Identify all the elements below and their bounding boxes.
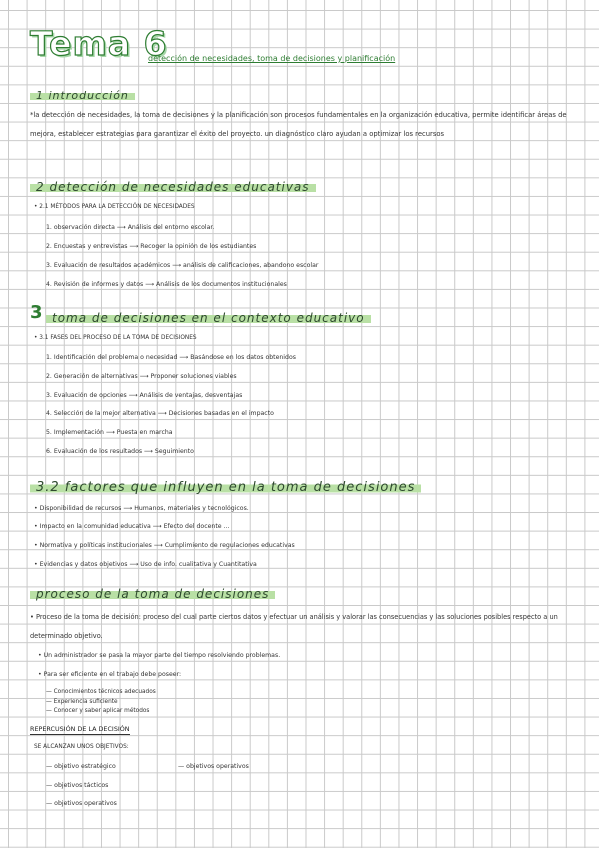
intro-paragraph: *la detección de necesidades, la toma de decisiones y la planificación son procesos fundamentales en la organización educativa, permite identificar áreas de mejora, establecer estrategias para garantizar el éxito del proyecto. un diagnóstico claro ayudan a optimizar los recursos — [30, 111, 567, 138]
intro-heading: 1 introducción — [30, 89, 135, 102]
objective-item: — objetivos operativos — [178, 763, 249, 770]
repercusion-subheading: SE ALCANZAN UNOS OBJETIVOS: — [34, 744, 129, 750]
proceso-bullet: • Para ser eficiente en el trabajo debe poseer: — [38, 671, 182, 678]
page-subtitle: detección de necesidades, toma de decisiones y planificación — [148, 54, 396, 63]
proceso-paragraph: • Proceso de la toma de decisión: proceso del cual parte ciertos datos y efectuar un análisis y valorar las consecuencias y las soluciones posibles respecto a un determinado objetivo. — [30, 613, 558, 640]
list-item: 6. Evaluación de los resultados ⟶ Seguimiento — [46, 448, 194, 455]
proceso-subitem: — Conocer y saber aplicar métodos — [46, 708, 150, 714]
list-item: 5. Implementación ⟶ Puesta en marcha — [46, 429, 173, 436]
list-item: 3. Evaluación de resultados académicos ⟶ análisis de calificaciones, abandono escolar — [46, 262, 319, 269]
section3-subheading: • 3.1 FASES DEL PROCESO DE LA TOMA DE DECISIONES — [34, 335, 197, 341]
repercusion-heading: REPERCUSIÓN DE LA DECISIÓN — [30, 725, 130, 733]
page-title: Tema 6 — [30, 24, 168, 63]
proceso-subitem: — Conocimientos técnicos adecuados — [46, 689, 156, 695]
section3-heading: toma de decisiones en el contexto educativo — [46, 311, 371, 325]
list-item: • Impacto en la comunidad educativa ⟶ Efecto del docente ... — [34, 523, 230, 530]
section3-number: 3 — [30, 302, 43, 323]
section2-subheading: • 2.1 MÉTODOS PARA LA DETECCIÓN DE NECESIDADES — [34, 204, 195, 210]
proceso-subitem: — Experiencia suficiente — [46, 699, 118, 705]
list-item: 2. Generación de alternativas ⟶ Proponer soluciones viables — [46, 373, 237, 380]
proceso-heading: proceso de la toma de decisiones — [30, 587, 275, 601]
objective-item: — objetivos operativos — [46, 800, 117, 807]
proceso-bullet: • Un administrador se pasa la mayor parte del tiempo resolviendo problemas. — [38, 652, 281, 659]
list-item: • Evidencias y datos objetivos ⟶ Uso de info. cualitativa y Cuantitativa — [34, 561, 257, 568]
list-item: 2. Encuestas y entrevistas ⟶ Recoger la opinión de los estudiantes — [46, 243, 257, 250]
list-item: 4. Revisión de informes y datos ⟶ Análisis de los documentos institucionales — [46, 281, 287, 288]
list-item: 1. observación directa ⟶ Análisis del entorno escolar. — [46, 224, 215, 231]
objective-item: — objetivo estratégico — [46, 763, 116, 770]
list-item: 4. Selección de la mejor alternativa ⟶ Decisiones basadas en el impacto — [46, 410, 274, 417]
section2-heading: 2 detección de necesidades educativas — [30, 180, 316, 194]
section32-heading: 3.2 factores que influyen en la toma de decisiones — [30, 480, 421, 495]
list-item: 3. Evaluación de opciones ⟶ Análisis de ventajas, desventajas — [46, 392, 243, 399]
list-item: • Normativa y políticas institucionales ⟶ Cumplimiento de regulaciones educativas — [34, 542, 295, 549]
objective-item: — objetivos tácticos — [46, 782, 109, 789]
list-item: • Disponibilidad de recursos ⟶ Humanos, materiales y tecnológicos. — [34, 505, 249, 512]
list-item: 1. Identificación del problema o necesidad ⟶ Basándose en los datos obtenidos — [46, 354, 296, 361]
